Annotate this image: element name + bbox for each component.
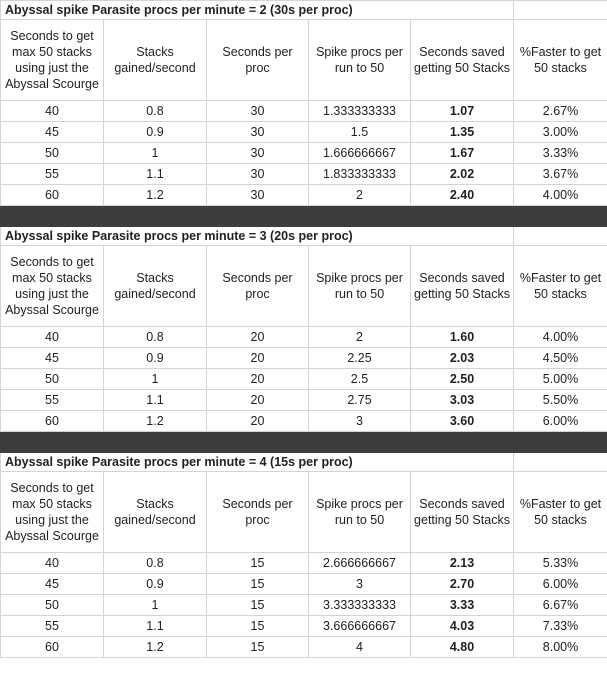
cell-spike-procs[interactable]: 2: [309, 327, 411, 348]
cell-seconds-saved[interactable]: 1.07: [411, 101, 514, 122]
cell-percent-faster[interactable]: 4.00%: [514, 327, 607, 348]
empty-cell[interactable]: [514, 227, 607, 246]
header-seconds-to-max[interactable]: Seconds to get max 50 stacks using just the Abyssal Scourge: [1, 20, 104, 101]
cell-seconds-saved[interactable]: 1.35: [411, 122, 514, 143]
section-title-row: [1, 227, 607, 246]
cell-seconds-saved[interactable]: 3.33: [411, 595, 514, 616]
table-row: [1, 101, 607, 122]
table-row: [1, 553, 607, 574]
header-percent-faster[interactable]: %Faster to get 50 stacks: [514, 20, 607, 101]
cell-stacks-per-second[interactable]: 1: [104, 143, 207, 164]
cell-seconds-saved[interactable]: 4.03: [411, 616, 514, 637]
cell-percent-faster[interactable]: 4.00%: [514, 185, 607, 206]
section-separator: [1, 206, 607, 227]
table-row: [1, 390, 607, 411]
cell-percent-faster[interactable]: 5.50%: [514, 390, 607, 411]
cell-seconds-per-proc[interactable]: 15: [207, 595, 309, 616]
cell-spike-procs[interactable]: 3.666666667: [309, 616, 411, 637]
header-seconds-saved[interactable]: Seconds saved getting 50 Stacks: [411, 20, 514, 101]
table-row: [1, 574, 607, 595]
cell-percent-faster[interactable]: 2.67%: [514, 101, 607, 122]
section-title-cell[interactable]: Abyssal spike Parasite procs per minute = 3 (20s per proc): [1, 227, 514, 246]
cell-seconds[interactable]: 55: [1, 390, 104, 411]
header-stacks-per-second[interactable]: Stacks gained/second: [104, 20, 207, 101]
cell-percent-faster[interactable]: 4.50%: [514, 348, 607, 369]
header-percent-faster[interactable]: %Faster to get 50 stacks: [514, 246, 607, 327]
cell-seconds[interactable]: 40: [1, 101, 104, 122]
separator-cell: [1, 206, 607, 227]
cell-seconds-per-proc[interactable]: 20: [207, 390, 309, 411]
cell-seconds[interactable]: 55: [1, 616, 104, 637]
cell-spike-procs[interactable]: 2.75: [309, 390, 411, 411]
section-title-cell[interactable]: Abyssal spike Parasite procs per minute = 2 (30s per proc): [1, 1, 514, 20]
cell-seconds-per-proc[interactable]: 20: [207, 348, 309, 369]
cell-stacks-per-second[interactable]: 1.1: [104, 390, 207, 411]
cell-spike-procs[interactable]: 3.333333333: [309, 595, 411, 616]
cell-stacks-per-second[interactable]: 1: [104, 595, 207, 616]
table-row: [1, 348, 607, 369]
section-title-row: [1, 453, 607, 472]
cell-seconds-per-proc[interactable]: 30: [207, 101, 309, 122]
section-separator: [1, 432, 607, 453]
cell-seconds-per-proc[interactable]: 30: [207, 185, 309, 206]
cell-seconds-saved[interactable]: 2.02: [411, 164, 514, 185]
cell-spike-procs[interactable]: 4: [309, 637, 411, 658]
cell-seconds-per-proc[interactable]: 20: [207, 411, 309, 432]
header-stacks-per-second[interactable]: Stacks gained/second: [104, 246, 207, 327]
header-seconds-per-proc[interactable]: Seconds per proc: [207, 472, 309, 553]
cell-percent-faster[interactable]: 5.33%: [514, 553, 607, 574]
cell-seconds-saved[interactable]: 3.60: [411, 411, 514, 432]
cell-stacks-per-second[interactable]: 1.1: [104, 164, 207, 185]
cell-percent-faster[interactable]: 6.67%: [514, 595, 607, 616]
cell-seconds-per-proc[interactable]: 30: [207, 122, 309, 143]
cell-percent-faster[interactable]: 7.33%: [514, 616, 607, 637]
cell-seconds-per-proc[interactable]: 20: [207, 369, 309, 390]
cell-seconds-saved[interactable]: 2.40: [411, 185, 514, 206]
cell-spike-procs[interactable]: 1.666666667: [309, 143, 411, 164]
cell-seconds[interactable]: 60: [1, 637, 104, 658]
cell-seconds[interactable]: 50: [1, 369, 104, 390]
cell-seconds-saved[interactable]: 2.50: [411, 369, 514, 390]
table-row: [1, 637, 607, 658]
cell-percent-faster[interactable]: 6.00%: [514, 574, 607, 595]
cell-spike-procs[interactable]: 2.666666667: [309, 553, 411, 574]
table-row: [1, 327, 607, 348]
cell-percent-faster[interactable]: 3.33%: [514, 143, 607, 164]
cell-stacks-per-second[interactable]: 0.8: [104, 101, 207, 122]
cell-seconds-per-proc[interactable]: 20: [207, 327, 309, 348]
cell-percent-faster[interactable]: 8.00%: [514, 637, 607, 658]
cell-stacks-per-second[interactable]: 1.2: [104, 411, 207, 432]
cell-seconds[interactable]: 60: [1, 411, 104, 432]
header-spike-procs[interactable]: Spike procs per run to 50: [309, 246, 411, 327]
header-spike-procs[interactable]: Spike procs per run to 50: [309, 20, 411, 101]
header-seconds-per-proc[interactable]: Seconds per proc: [207, 246, 309, 327]
table-row: [1, 411, 607, 432]
cell-seconds[interactable]: 40: [1, 553, 104, 574]
cell-stacks-per-second[interactable]: 0.9: [104, 122, 207, 143]
cell-seconds-per-proc[interactable]: 15: [207, 553, 309, 574]
table-row: [1, 164, 607, 185]
empty-cell[interactable]: [514, 1, 607, 20]
cell-stacks-per-second[interactable]: 1.1: [104, 616, 207, 637]
cell-seconds[interactable]: 50: [1, 595, 104, 616]
cell-percent-faster[interactable]: 5.00%: [514, 369, 607, 390]
column-header-row: [1, 246, 607, 327]
table-row: [1, 595, 607, 616]
cell-spike-procs[interactable]: 1.333333333: [309, 101, 411, 122]
cell-seconds[interactable]: 45: [1, 122, 104, 143]
cell-stacks-per-second[interactable]: 1.2: [104, 637, 207, 658]
cell-spike-procs[interactable]: 2: [309, 185, 411, 206]
header-percent-faster[interactable]: %Faster to get 50 stacks: [514, 472, 607, 553]
table-row: [1, 616, 607, 637]
cell-seconds-per-proc[interactable]: 15: [207, 574, 309, 595]
header-seconds-to-max[interactable]: Seconds to get max 50 stacks using just the Abyssal Scourge: [1, 472, 104, 553]
header-seconds-to-max[interactable]: Seconds to get max 50 stacks using just the Abyssal Scourge: [1, 246, 104, 327]
cell-stacks-per-second[interactable]: 0.8: [104, 327, 207, 348]
cell-seconds-per-proc[interactable]: 15: [207, 616, 309, 637]
column-header-row: [1, 472, 607, 553]
separator-cell: [1, 432, 607, 453]
cell-seconds[interactable]: 45: [1, 574, 104, 595]
cell-seconds[interactable]: 50: [1, 143, 104, 164]
cell-spike-procs[interactable]: 1.833333333: [309, 164, 411, 185]
cell-seconds-per-proc[interactable]: 30: [207, 143, 309, 164]
table-row: [1, 369, 607, 390]
cell-seconds-per-proc[interactable]: 30: [207, 164, 309, 185]
cell-seconds-saved[interactable]: 1.60: [411, 327, 514, 348]
cell-spike-procs[interactable]: 1.5: [309, 122, 411, 143]
cell-spike-procs[interactable]: 3: [309, 411, 411, 432]
section-title-row: [1, 1, 607, 20]
cell-seconds[interactable]: 45: [1, 348, 104, 369]
header-stacks-per-second[interactable]: Stacks gained/second: [104, 472, 207, 553]
cell-percent-faster[interactable]: 6.00%: [514, 411, 607, 432]
cell-spike-procs[interactable]: 2.5: [309, 369, 411, 390]
table-row: [1, 185, 607, 206]
cell-percent-faster[interactable]: 3.67%: [514, 164, 607, 185]
cell-seconds-per-proc[interactable]: 15: [207, 637, 309, 658]
section-title-cell[interactable]: Abyssal spike Parasite procs per minute = 4 (15s per proc): [1, 453, 514, 472]
cell-stacks-per-second[interactable]: 0.8: [104, 553, 207, 574]
cell-seconds-saved[interactable]: 2.03: [411, 348, 514, 369]
cell-stacks-per-second[interactable]: 0.9: [104, 348, 207, 369]
header-seconds-saved[interactable]: Seconds saved getting 50 Stacks: [411, 246, 514, 327]
table-row: [1, 122, 607, 143]
cell-stacks-per-second[interactable]: 0.9: [104, 574, 207, 595]
cell-stacks-per-second[interactable]: 1.2: [104, 185, 207, 206]
cell-seconds[interactable]: 60: [1, 185, 104, 206]
cell-seconds[interactable]: 55: [1, 164, 104, 185]
cell-seconds-saved[interactable]: 1.67: [411, 143, 514, 164]
cell-stacks-per-second[interactable]: 1: [104, 369, 207, 390]
cell-seconds-saved[interactable]: 2.70: [411, 574, 514, 595]
cell-spike-procs[interactable]: 2.25: [309, 348, 411, 369]
cell-seconds-saved[interactable]: 2.13: [411, 553, 514, 574]
cell-spike-procs[interactable]: 3: [309, 574, 411, 595]
cell-seconds-saved[interactable]: 3.03: [411, 390, 514, 411]
header-seconds-saved[interactable]: Seconds saved getting 50 Stacks: [411, 472, 514, 553]
empty-cell[interactable]: [514, 453, 607, 472]
header-spike-procs[interactable]: Spike procs per run to 50: [309, 472, 411, 553]
cell-seconds-saved[interactable]: 4.80: [411, 637, 514, 658]
table-row: [1, 143, 607, 164]
cell-seconds[interactable]: 40: [1, 327, 104, 348]
header-seconds-per-proc[interactable]: Seconds per proc: [207, 20, 309, 101]
cell-percent-faster[interactable]: 3.00%: [514, 122, 607, 143]
column-header-row: [1, 20, 607, 101]
